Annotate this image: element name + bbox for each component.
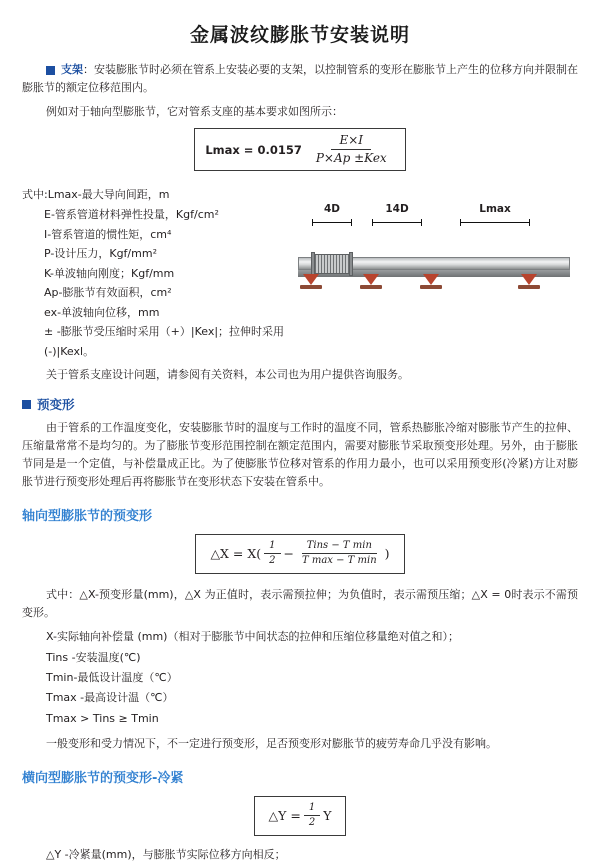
definition-item: E-管系管道材料弹性投量，Kgf/cm² xyxy=(44,208,219,222)
predeform-heading-text: 预变形 xyxy=(37,397,75,413)
support-bracket-icon xyxy=(423,274,439,285)
pipe-support-diagram xyxy=(294,203,574,313)
definition-item: 式中:Lmax-最大导向间距，m xyxy=(22,188,170,202)
axial-note: 一般变形和受力情况下，不一定进行预变形，足否预变形对膨胀节的疲劳寿命几乎没有影响。 xyxy=(46,737,497,751)
lateral-predeform-heading: 横向型膨胀节的预变形-冷紧 xyxy=(22,770,184,786)
axial-where-text: 式中：△X-预变形量(mm)，△X 为正值时，表示需预拉伸；为负值时，表示需预压缩；△X = 0时表示不需预变形。 xyxy=(22,587,578,619)
definition-item: K-单波轴向刚度；Kgf/mm xyxy=(44,266,175,280)
lateral-predeform-formula xyxy=(22,796,578,836)
dimension-line-4d xyxy=(312,222,352,223)
axial-variable-item: Tins -安装温度(℃) xyxy=(46,650,141,664)
definition-item: ± -膨胀节受压缩时采用（+）|Kex|；拉伸时采用(-)|Kexl。 xyxy=(44,325,285,359)
support-base-icon xyxy=(420,285,442,289)
definition-item: I-管系管道的惯性矩，cm⁴ xyxy=(44,227,172,241)
axial-variable-list xyxy=(22,627,578,729)
pipe-support-icon xyxy=(360,274,382,290)
blue-square-bullet-icon xyxy=(22,400,31,409)
axial-formula-lhs: △X = X( xyxy=(210,546,262,562)
diagram-column xyxy=(290,181,578,313)
axial-formula-frac2-den: T max − T min xyxy=(302,555,377,567)
definition-list xyxy=(22,185,290,361)
pipe-assembly xyxy=(294,241,574,301)
axial-formula-rhs: ) xyxy=(384,546,390,562)
lmax-formula xyxy=(22,128,578,171)
predeform-paragraph: 由于管系的工作温度变化，安装膨胀节时的温度与工作时的温度不同，管系热膨胀冷缩对膨胀节产生的拉伸、压缩量常常不是均匀的。为了膨胀节变形范围控制在额定范围内，需要对膨胀节采取预变形处理。另外，由于膨胀节同是是一个定值，与补偿量成正比。为了使膨胀节位移对管系的作用力最小，也可以采用预变形(冷紧)方让对膨胀节进行预变形处理后再将膨胀节在变形状态下安装在管系中。 xyxy=(22,421,578,488)
axial-variable-item: Tmin-最低设计温度（℃） xyxy=(46,671,178,685)
support-base-icon xyxy=(300,285,322,289)
axial-formula-frac2-num: Tins − T min xyxy=(302,540,377,555)
bellows-end-cap-right-icon xyxy=(349,252,353,276)
axial-formula-frac1-num: 1 xyxy=(264,540,280,555)
pipe-support-icon xyxy=(518,274,540,290)
axial-predeform-heading: 轴向型膨胀节的预变形 xyxy=(22,508,153,524)
axial-formula-frac1-den: 2 xyxy=(269,555,276,567)
bellows-expansion-joint-icon xyxy=(314,254,350,274)
dimension-line-lmax xyxy=(460,222,530,223)
lmax-formula-numerator: E×I xyxy=(331,133,371,150)
dimension-line-14d xyxy=(372,222,422,223)
lateral-formula-lhs: △Y = xyxy=(268,808,301,824)
definition-item: P-设计压力，Kgf/mm² xyxy=(44,247,157,261)
definitions-and-diagram xyxy=(22,181,578,361)
support-heading: 支架 xyxy=(61,63,83,76)
definition-item: Ap-膨胀节有效面积，cm² xyxy=(44,286,172,300)
lateral-formula-rhs: Y xyxy=(323,808,332,824)
support-example-paragraph: 例如对于轴向型膨胀节，它对管系支座的基本要求如图所示： xyxy=(46,104,343,118)
axial-formula-minus: − xyxy=(283,546,295,562)
definitions-column xyxy=(22,181,290,361)
support-lead-text: 安装膨胀节时必须在管系上安装必要的支架，以控制管系的变形在膨胀节上产生的位移方向并限制在膨胀节的额定位移范围内。 xyxy=(22,63,578,94)
dimension-labels xyxy=(294,203,574,219)
axial-predeform-formula xyxy=(22,534,578,574)
support-bracket-icon xyxy=(363,274,379,285)
axial-variable-item: Tmax -最高设计温（℃） xyxy=(46,691,174,705)
axial-variable-item: X-实际轴向补偿量 (mm)（相对于膨胀节中间状态的拉伸和压缩位移量绝对值之和）； xyxy=(46,630,459,644)
blue-square-bullet-icon xyxy=(46,66,55,75)
predeform-section-heading xyxy=(22,395,578,413)
lmax-formula-lhs: Lmax = 0.0157 xyxy=(205,142,302,157)
dimension-label-14d: 14D xyxy=(385,203,409,216)
definition-item: ex-单波轴向位移，mm xyxy=(44,305,160,319)
support-bracket-icon xyxy=(303,274,319,285)
page-title: 金属波纹膨胀节安装说明 xyxy=(189,24,410,46)
support-closing-paragraph: 关于管系支座设计问题，请参阅有关资料，本公司也为用户提供咨询服务。 xyxy=(46,367,409,381)
pipe-support-icon xyxy=(300,274,322,290)
support-base-icon xyxy=(360,285,382,289)
dimension-label-4d: 4D xyxy=(323,203,341,216)
lmax-formula-denominator: P×Ap ±Kex xyxy=(315,151,387,166)
support-base-icon xyxy=(518,285,540,289)
dimension-label-lmax: Lmax xyxy=(479,203,511,216)
axial-variable-item: Tmax > Tins ≥ Tmin xyxy=(46,711,159,725)
lateral-where-text: △Y -冷紧量(mm)，与膨胀节实际位移方向相反； xyxy=(46,847,286,861)
support-lead-paragraph: 支架：安装膨胀节时必须在管系上安装必要的支架，以控制管系的变形在膨胀节上产生的位移方向并限制在膨胀节的额定位移范围内。 xyxy=(22,63,578,94)
pipe-support-icon xyxy=(420,274,442,290)
lateral-formula-den: 2 xyxy=(308,817,316,829)
support-bracket-icon xyxy=(521,274,537,285)
lateral-formula-num: 1 xyxy=(304,802,320,817)
